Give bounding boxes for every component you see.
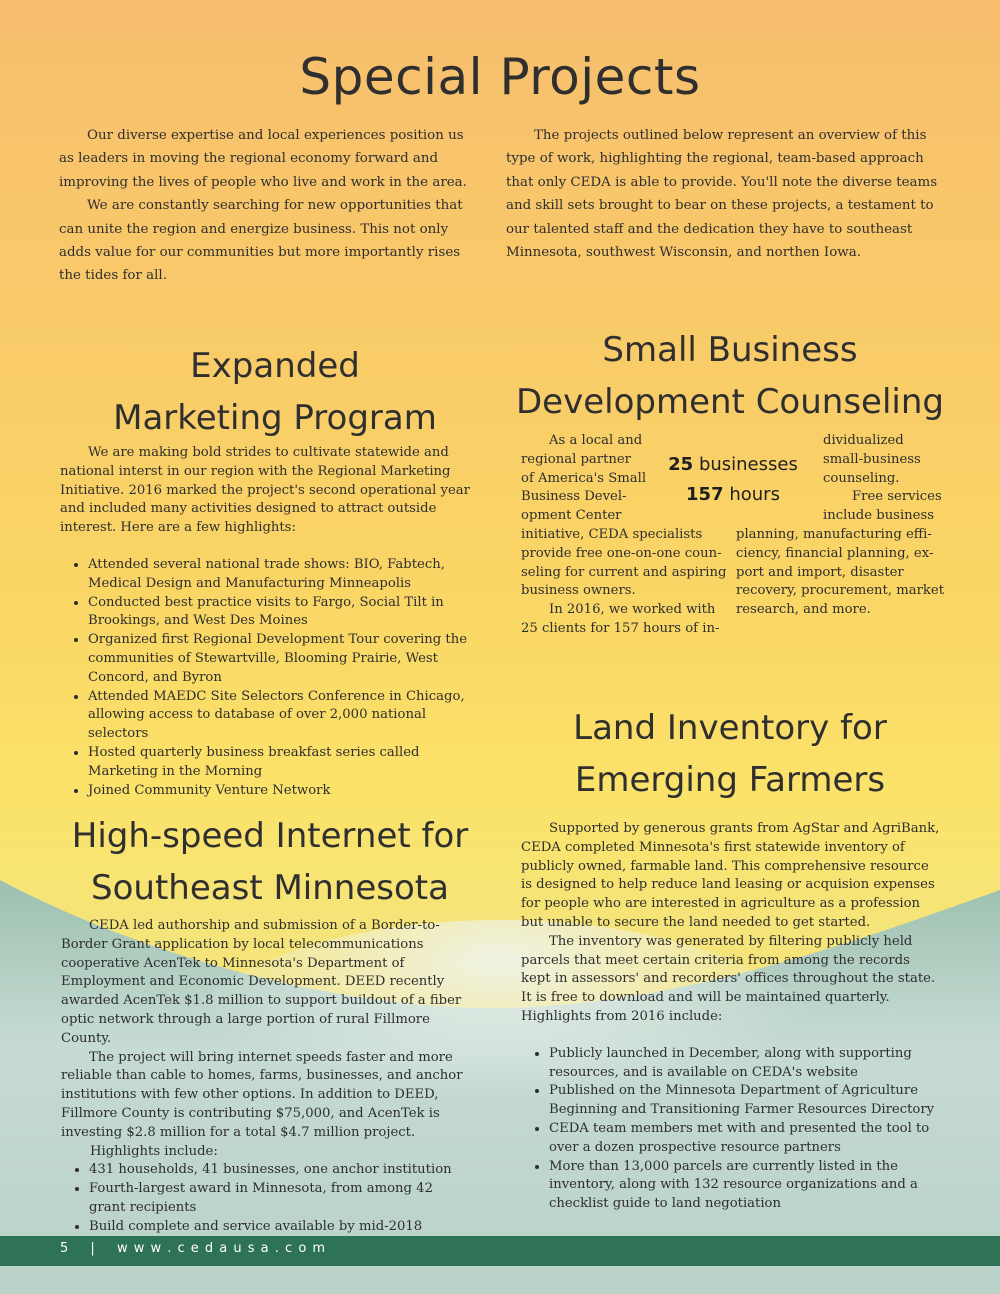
internet-title — [45, 810, 495, 914]
intro-left-column — [59, 124, 479, 288]
list-item: • Attended several national trade shows: BIO, Fabtech, Medical Design and Manufacturing Minneapolis — [88, 556, 490, 594]
marketing-highlights-list — [60, 556, 490, 800]
sbdc-title-line2: Development Counseling — [516, 382, 944, 422]
text-line: counseling. — [823, 470, 900, 486]
footer — [60, 1238, 326, 1260]
land-title — [500, 702, 960, 806]
intro-paragraph: We are constantly searching for new opportunities that can unite the region and energize business. This not only adds value for our communities but more importantly rises the tides for all. — [59, 198, 463, 284]
list-item: • More than 13,000 parcels are currently listed in the inventory, along with 132 resource organizations and a checklist guide to land negotiation — [549, 1158, 941, 1214]
list-item: • Hosted quarterly business breakfast series called Marketing in the Morning — [88, 744, 490, 782]
text-line: research, and more. — [736, 602, 871, 618]
land-paragraph: The inventory was generated by filtering publicly held parcels that meet certain criteria from among the records kept in assessors' and recorders' offices throughout the state. It is free to download and will be maintained quarterly. Highlights from 2016 include: — [521, 933, 936, 1024]
text-line: Free services — [852, 489, 942, 505]
text-line: opment Center — [521, 508, 622, 524]
list-item: • Organized first Regional Development Tour covering the communities of Stewartville, Blooming Prairie, West Concord, and Byron — [88, 631, 490, 687]
internet-highlights-list — [61, 1161, 466, 1236]
internet-paragraph: CEDA led authorship and submission of a Border-to-Border Grant application by local telecommunications cooperative AcenTek to Minnesota's Department of Employment and Economic Development. DEED recently awarded AcenTek $1.8 million to support buildout of a fiber optic network through a large portion of rural Fillmore County. — [61, 918, 462, 1046]
text-line: business owners. — [521, 583, 636, 599]
stat-unit: businesses — [698, 454, 798, 475]
list-item: • Conducted best practice visits to Fargo, Social Tilt in Brookings, and West Des Moines — [88, 594, 490, 632]
text-line: As a local and — [549, 433, 643, 448]
list-item: • Publicly launched in December, along with supporting resources, and is available on CEDA's website — [549, 1045, 941, 1083]
intro-paragraph: The projects outlined below represent an overview of this type of work, highlighting the regional, team-based approach that only CEDA is able to provide. You'll note the diverse teams and skill sets brought to bear on these projects, a testament to our talented staff and the dedication they have to southeast Minnesota, southwest Wisconsin, and northen Iowa. — [506, 128, 938, 261]
internet-title-line1: High-speed Internet for — [71, 816, 469, 856]
land-title-line2: Emerging Farmers — [574, 760, 886, 800]
land-paragraph: Supported by generous grants from AgStar and AgriBank, CEDA completed Minnesota's first statewide inventory of publicly owned, farmable land. This comprehensive resource is designed to help reduce land leasing or acquision expenses for people who are interested in agriculture as a profession but unable to secure the land needed to get started. — [521, 821, 940, 930]
text-line: planning, manufacturing effi- — [736, 527, 932, 542]
list-item: • CEDA team members met with and presented the tool to over a dozen prospective resource partners — [549, 1120, 941, 1158]
sbdc-right-text-top — [823, 432, 953, 526]
list-item: • Fourth-largest award in Minnesota, from among 42 grant recipients — [89, 1180, 466, 1218]
internet-highlights-label: Highlights include: — [90, 1143, 218, 1159]
list-item: • 431 households, 41 businesses, one anchor institution — [89, 1161, 466, 1180]
text-line: of America's Small — [521, 470, 647, 486]
list-item: • Published on the Minnesota Department of Agriculture Beginning and Transitioning Farmer Resources Directory — [549, 1082, 941, 1120]
footer-separator: | — [90, 1241, 99, 1256]
text-line: provide free one-on-one coun- — [521, 545, 722, 561]
marketing-title-line1: Expanded — [190, 346, 360, 386]
page-number: 5 — [60, 1241, 73, 1256]
internet-title-line2: Southeast Minnesota — [91, 868, 449, 908]
text-line: small-business — [823, 451, 921, 467]
list-item: • Attended MAEDC Site Selectors Conference in Chicago, allowing access to database of over 2,000 national selectors — [88, 688, 490, 744]
marketing-paragraph: We are making bold strides to cultivate statewide and national interst in our region with the Regional Marketing Initiative. 2016 marked the project's second operational year and included many activities designed to attract outside interest. Here are a few highlights: — [60, 445, 470, 536]
sbdc-title-line1: Small Business — [602, 330, 858, 370]
text-line: In 2016, we worked with — [549, 602, 716, 618]
list-item: • Build complete and service available by mid-2018 — [89, 1218, 466, 1237]
stat-unit: hours — [729, 484, 780, 505]
text-line: recovery, procurement, market — [736, 583, 944, 599]
internet-body — [61, 917, 466, 1237]
text-line: seling for current and aspiring — [521, 564, 727, 580]
text-line: 25 clients for 157 hours of in- — [521, 620, 720, 636]
marketing-title — [60, 340, 490, 444]
text-line: Business Devel- — [521, 489, 627, 505]
list-item: • Joined Community Venture Network — [88, 782, 490, 801]
text-line: dividualized — [823, 433, 904, 448]
text-line: include business — [823, 508, 934, 524]
text-line: regional partner — [521, 451, 631, 467]
land-title-line1: Land Inventory for — [573, 708, 887, 748]
text-line: ciency, financial planning, ex- — [736, 545, 934, 561]
intro-paragraph: Our diverse expertise and local experiences position us as leaders in moving the regional economy forward and improving the lives of people who live and work in the area. — [59, 128, 467, 190]
sbdc-title — [500, 324, 960, 428]
internet-paragraph: The project will bring internet speeds faster and more reliable than cable to homes, farms, businesses, and anchor institutions with few other options. In addition to DEED, Fillmore County is contributing $75,000, and AcenTek is investing $2.8 million for a total $4.7 million project. — [61, 1049, 463, 1140]
text-line: port and import, disaster — [736, 564, 904, 580]
intro-right-column — [506, 124, 942, 264]
land-highlights-list — [521, 1045, 941, 1214]
marketing-title-line2: Marketing Program — [113, 398, 437, 438]
page-title: Special Projects — [299, 48, 701, 106]
website-link[interactable]: w w w . c e d a u s a . c o m — [116, 1241, 327, 1256]
marketing-body — [60, 444, 490, 800]
text-line: initiative, CEDA specialists — [521, 526, 703, 542]
sbdc-right-text-bottom — [736, 526, 966, 620]
land-body — [521, 820, 941, 1214]
stat-number: 25 — [668, 454, 694, 475]
sbdc-stat-businesses — [660, 450, 806, 480]
stat-number: 157 — [686, 484, 724, 505]
sbdc-stat-hours — [660, 480, 806, 510]
